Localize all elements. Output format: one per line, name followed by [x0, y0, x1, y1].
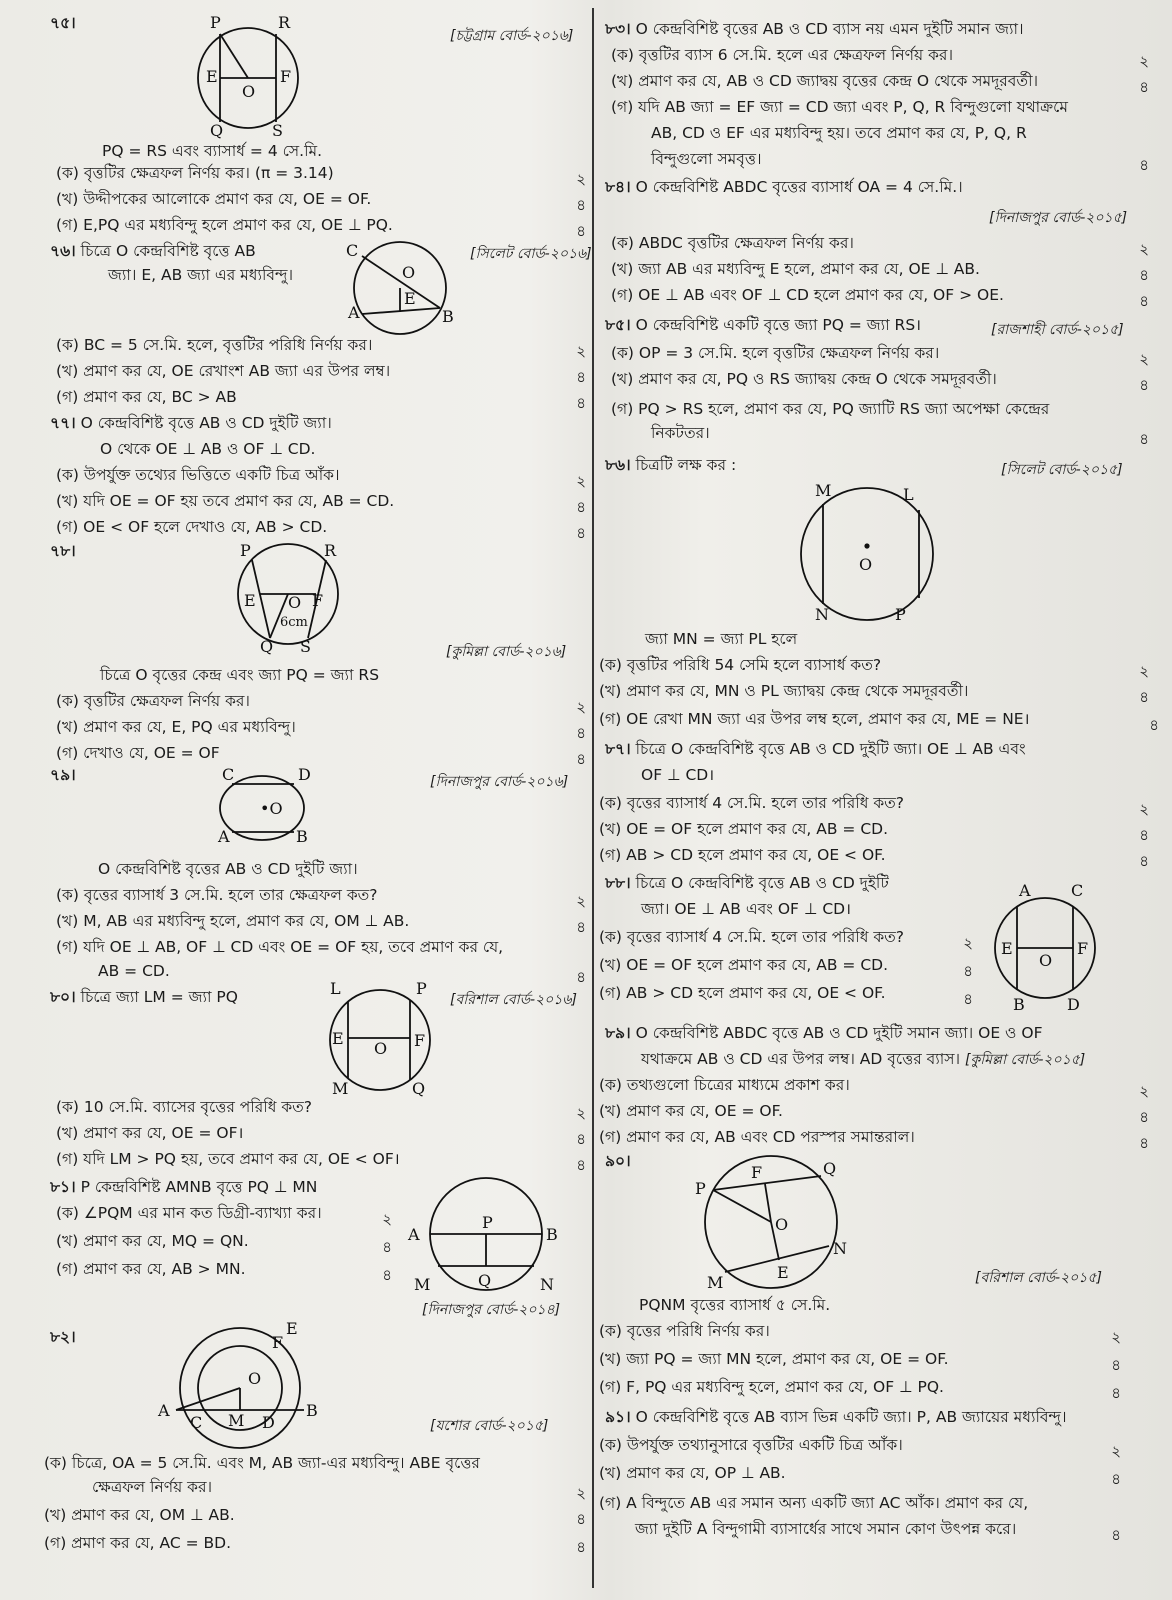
mark: ৪	[1139, 1134, 1149, 1152]
mark: ৪	[576, 724, 586, 742]
mark: ২	[382, 1210, 392, 1228]
label-C: C	[222, 765, 235, 784]
part-ga: (গ) যদি OE ⊥ AB, OF ⊥ CD এবং OE = OF হয়, তবে প্রমাণ কর যে,	[56, 938, 504, 956]
stem-line: চিত্রে জ্যা LM = জ্যা PQ	[80, 988, 238, 1006]
question-number: ৮৯।	[605, 1024, 631, 1042]
board-source: [কুমিল্লা বোর্ড-২০১৬]	[446, 644, 567, 660]
label-C: C	[1071, 881, 1084, 900]
stem-line: O কেন্দ্রবিশিষ্ট বৃত্তে AB ব্যাস ভিন্ন একটি জ্যা। P, AB জ্যায়ের মধ্যবিন্দু।	[635, 1408, 1067, 1426]
label-Q: Q	[478, 1271, 492, 1290]
board-source: [রাজশাহী বোর্ড-২০১৫]	[991, 322, 1124, 338]
part-ga: (গ) PQ > RS হলে, প্রমাণ কর যে, PQ জ্যাটি RS জ্যা অপেক্ষা কেন্দ্রের	[611, 400, 1050, 418]
label-D: D	[1067, 995, 1080, 1014]
figure-q81	[408, 1178, 558, 1294]
board-source: [সিলেট বোর্ড-২০১৫]	[1001, 462, 1123, 478]
question-stem	[605, 738, 1026, 760]
mark: ৪	[576, 1156, 586, 1174]
part-ga: (গ) AB > CD হলে প্রমাণ কর যে, OE < OF.	[599, 984, 886, 1002]
label-F: F	[751, 1163, 763, 1182]
stem-line	[641, 1048, 1085, 1071]
board-source: [চট্টগ্রাম বোর্ড-২০১৬]	[450, 28, 574, 44]
label-O: O	[288, 593, 302, 612]
label-B: B	[442, 307, 454, 326]
label-E: E	[286, 1319, 298, 1338]
part-ka: (ক) 10 সে.মি. ব্যাসের বৃত্তের পরিধি কত?	[56, 1098, 313, 1116]
mark: ২	[1111, 1328, 1121, 1346]
stem-line: P কেন্দ্রবিশিষ্ট AMNB বৃত্তে PQ ⊥ MN	[80, 1178, 318, 1196]
stem-line: OF ⊥ CD।	[641, 766, 715, 784]
label-N: N	[833, 1239, 847, 1258]
question-number: ৯১।	[605, 1408, 631, 1426]
mark: ২	[1139, 240, 1149, 258]
label-C: C	[346, 241, 359, 260]
figure-q90	[695, 1159, 847, 1292]
question-stem	[50, 240, 256, 262]
part-ga: (গ) দেখাও যে, OE = OF	[56, 744, 220, 762]
mark: ২	[576, 342, 586, 360]
mark: ৪	[1139, 292, 1149, 310]
part-ga: (গ) OE < OF হলে দেখাও যে, AB > CD.	[56, 518, 328, 536]
part-ga-cont: নিকটতর।	[651, 424, 710, 442]
mark: ৪	[382, 1238, 392, 1256]
question-number: ৮৪।	[605, 178, 631, 196]
board-source: [বরিশাল বোর্ড-২০১৫]	[975, 1270, 1102, 1286]
part-ga: (গ) E,PQ এর মধ্যবিন্দু হলে প্রমাণ কর যে, OE ⊥ PQ.	[56, 216, 393, 234]
label-O: O	[242, 82, 256, 101]
part-ka: (ক) বৃত্তটির ব্যাস 6 সে.মি. হলে এর ক্ষেত্রফল নির্ণয় কর।	[611, 46, 953, 64]
part-kha: (খ) যদি OE = OF হয় তবে প্রমাণ কর যে, AB = CD.	[56, 492, 395, 510]
label-D: D	[298, 765, 311, 784]
stem-line: চিত্রে O কেন্দ্রবিশিষ্ট বৃত্তে AB ও CD দুইটি	[635, 874, 889, 892]
part-ka: (ক) বৃত্তের ব্যাসার্ধ 3 সে.মি. হলে তার ক্ষেত্রফল কত?	[56, 886, 378, 904]
mark: ২	[1111, 1442, 1121, 1460]
given: চিত্রে O বৃত্তের কেন্দ্র এবং জ্যা PQ = জ্যা RS	[100, 666, 380, 684]
label-L: L	[330, 979, 341, 998]
part-ga: (গ) A বিন্দুতে AB এর সমান অন্য একটি জ্যা AC আঁক। প্রমাণ কর যে,	[599, 1494, 1029, 1512]
label-E: E	[1001, 939, 1013, 958]
label-Q: Q	[823, 1159, 837, 1178]
label-S: S	[300, 637, 311, 656]
label-C: C	[190, 1413, 203, 1432]
mark: ৪	[1149, 716, 1159, 734]
label-F: F	[414, 1031, 426, 1050]
mark: ৪	[576, 918, 586, 936]
label-L: L	[903, 485, 914, 504]
part-ka: (ক) বৃত্তের ব্যাসার্ধ 4 সে.মি. হলে তার পরিধি কত?	[599, 794, 905, 812]
part-ka: (ক) তথ্যগুলো চিত্রের মাধ্যমে প্রকাশ কর।	[599, 1076, 850, 1094]
question-number: ৮২।	[50, 1328, 76, 1346]
mark: ২	[1139, 1082, 1149, 1100]
label-M: M	[228, 1411, 245, 1430]
stem-line-2: যথাক্রমে AB ও CD এর উপর লম্ব। AD বৃত্তের ব্যাস।	[641, 1050, 961, 1068]
board-source: [যশোর বোর্ড-২০১৫]	[430, 1418, 549, 1434]
part-ga-cont: AB, CD ও EF এর মধ্যবিন্দু হয়। তবে প্রমাণ কর যে, P, Q, R	[651, 124, 1027, 142]
column-divider	[592, 8, 594, 1588]
part-ka-cont: ক্ষেত্রফল নির্ণয় কর।	[92, 1478, 213, 1496]
label-E: E	[244, 591, 256, 610]
part-kha: (খ) উদ্দীপকের আলোকে প্রমাণ কর যে, OE = OF.	[56, 190, 372, 208]
mark: ২	[1139, 52, 1149, 70]
question-number: ৮৬।	[605, 456, 631, 474]
board-source: [কুমিল্লা বোর্ড-২০১৫]	[965, 1052, 1086, 1068]
question-number: ৮০।	[50, 988, 76, 1006]
mark: ২	[576, 1104, 586, 1122]
stem-line: জ্যা। E, AB জ্যা এর মধ্যবিন্দু।	[108, 266, 293, 284]
figure-q88	[991, 881, 1099, 1014]
part-ka: (ক) ∠PQM এর মান কত ডিগ্রী-ব্যাখ্যা কর।	[56, 1204, 322, 1222]
part-ga-cont: বিন্দুগুলো সমবৃত্ত।	[651, 150, 762, 168]
label-S: S	[272, 121, 283, 140]
label-B: B	[546, 1225, 558, 1244]
mark: ৪	[576, 1130, 586, 1148]
stem-line: O থেকে OE ⊥ AB ও OF ⊥ CD.	[100, 440, 316, 458]
figure-q80	[326, 979, 436, 1098]
mark: ৪	[576, 394, 586, 412]
board-source: [বরিশাল বোর্ড-২০১৬]	[450, 992, 577, 1008]
stem-line: O কেন্দ্রবিশিষ্ট ABDC বৃত্তে AB ও CD দুইটি সমান জ্যা। OE ও OF	[635, 1024, 1043, 1042]
label-E: E	[777, 1263, 789, 1282]
mark: ২	[1139, 662, 1149, 680]
mark: ৪	[576, 498, 586, 516]
question-number: ৭৮।	[50, 542, 76, 560]
mark: ২	[576, 1484, 586, 1502]
question-number: ৭৯।	[50, 766, 76, 784]
mark: ২	[576, 170, 586, 188]
mark: ৪	[1139, 826, 1149, 844]
question-number: ৮৫।	[605, 316, 631, 334]
question-number: ৮৭।	[605, 740, 631, 758]
stem-line: O কেন্দ্রবিশিষ্ট ABDC বৃত্তের ব্যাসার্ধ OA = 4 সে.মি.।	[635, 178, 963, 196]
mark: ৪	[576, 1538, 586, 1556]
mark: ৪	[382, 1266, 392, 1284]
mark: ৪	[1139, 852, 1149, 870]
label-B: B	[306, 1401, 318, 1420]
label-M: M	[332, 1079, 349, 1098]
given: PQNM বৃত্তের ব্যাসার্ধ ৫ সে.মি.	[639, 1296, 831, 1314]
mark: ৪	[963, 962, 973, 980]
part-ga: (গ) OE রেখা MN জ্যা এর উপর লম্ব হলে, প্রমাণ কর যে, ME = NE।	[599, 710, 1030, 728]
part-ga: (গ) প্রমাণ কর যে, AB এবং CD পরস্পর সমান্তরাল।	[599, 1128, 915, 1146]
mark: ৪	[1111, 1384, 1121, 1402]
question-number: ৯০।	[605, 1152, 631, 1170]
part-ka: (ক) উপর্যুক্ত তথ্যানুসারে বৃত্তটির একটি চিত্র আঁক।	[599, 1436, 903, 1454]
part-kha: (খ) M, AB এর মধ্যবিন্দু হলে, প্রমাণ কর যে, OM ⊥ AB.	[56, 912, 410, 930]
part-ka: (ক) ABDC বৃত্তটির ক্ষেত্রফল নির্ণয় কর।	[611, 234, 854, 252]
part-kha: (খ) প্রমাণ কর যে, OP ⊥ AB.	[599, 1464, 786, 1482]
question-number: ৭৫।	[50, 14, 76, 32]
figure-q78	[230, 541, 350, 656]
part-ka: (ক) বৃত্তের পরিধি নির্ণয় কর।	[599, 1322, 770, 1340]
question-stem	[605, 1022, 1043, 1044]
label-E: E	[206, 67, 218, 86]
label-R: R	[324, 541, 337, 560]
label-R: R	[278, 13, 291, 32]
stem-line: জ্যা। OE ⊥ AB এবং OF ⊥ CD।	[641, 900, 851, 918]
label-P: P	[695, 1179, 706, 1198]
part-ga: (গ) F, PQ এর মধ্যবিন্দু হলে, প্রমাণ কর যে, OF ⊥ PQ.	[599, 1378, 944, 1396]
label-E: E	[404, 289, 416, 308]
mark: ২	[1139, 350, 1149, 368]
question-number: ৭৭।	[50, 414, 76, 432]
part-kha: (খ) জ্যা AB এর মধ্যবিন্দু E হলে, প্রমাণ কর যে, OE ⊥ AB.	[611, 260, 980, 278]
label-F: F	[1077, 939, 1089, 958]
mark: ৪	[1139, 1108, 1149, 1126]
part-kha: (খ) প্রমাণ কর যে, OE = OF।	[56, 1124, 244, 1142]
part-ka: (ক) বৃত্তটির ক্ষেত্রফল নির্ণয় কর।	[56, 692, 250, 710]
mark: ৪	[1139, 430, 1149, 448]
mark: ৪	[576, 196, 586, 214]
mark: ৪	[1139, 156, 1149, 174]
label-P: P	[210, 13, 221, 32]
part-ga: (গ) প্রমাণ কর যে, AB > MN.	[56, 1260, 246, 1278]
part-ka: (ক) OP = 3 সে.মি. হলে বৃত্তটির ক্ষেত্রফল নির্ণয় কর।	[611, 344, 940, 362]
label-O: O	[248, 1369, 262, 1388]
question-stem	[605, 872, 889, 894]
part-kha: (খ) প্রমাণ কর যে, MN ও PL জ্যাদ্বয় কেন্দ্র থেকে সমদূরবর্তী।	[599, 682, 969, 700]
part-ka: (ক) উপর্যুক্ত তথ্যের ভিত্তিতে একটি চিত্র আঁক।	[56, 466, 340, 484]
question-stem	[605, 454, 736, 476]
label-N: N	[540, 1275, 554, 1294]
part-ga-cont: AB = CD.	[98, 962, 170, 980]
label-M: M	[815, 481, 832, 500]
mark: ৪	[1139, 266, 1149, 284]
mark: ৪	[963, 990, 973, 1008]
label-O: O	[402, 263, 416, 282]
board-source: [দিনাজপুর বোর্ড-২০১৫]	[989, 210, 1128, 226]
label-P: P	[895, 605, 906, 624]
mark: ৪	[1111, 1356, 1121, 1374]
part-kha: (খ) প্রমাণ কর যে, MQ = QN.	[56, 1232, 249, 1250]
part-ka: (ক) BC = 5 সে.মি. হলে, বৃত্তটির পরিধি নির্ণয় কর।	[56, 336, 373, 354]
mark: ৪	[576, 524, 586, 542]
label-F: F	[272, 1333, 284, 1352]
label-Q: Q	[260, 637, 274, 656]
stem-line: O কেন্দ্রবিশিষ্ট একটি বৃত্তে জ্যা PQ = জ্যা RS।	[635, 316, 922, 334]
mark: ৪	[1111, 1470, 1121, 1488]
mark: ৪	[576, 368, 586, 386]
label-E: E	[332, 1029, 344, 1048]
mark: ২	[576, 892, 586, 910]
question-stem	[50, 1176, 317, 1198]
part-kha: (খ) প্রমাণ কর যে, E, PQ এর মধ্যবিন্দু।	[56, 718, 296, 736]
label-B: B	[1013, 995, 1025, 1014]
part-ga: (গ) প্রমাণ কর যে, AC = BD.	[44, 1534, 232, 1552]
board-source: [দিনাজপুর বোর্ড-২০১৬]	[430, 774, 569, 790]
mark: ৪	[1139, 376, 1149, 394]
part-ga: (গ) যদি LM > PQ হয়, তবে প্রমাণ কর যে, OE < OF।	[56, 1150, 400, 1168]
part-ga: (গ) প্রমাণ কর যে, BC > AB	[56, 388, 237, 406]
mark: ৪	[576, 968, 586, 986]
part-kha: (খ) প্রমাণ কর যে, OE = OF.	[599, 1102, 783, 1120]
stem-line: চিত্রে O কেন্দ্রবিশিষ্ট বৃত্তে AB	[80, 242, 256, 260]
part-kha: (খ) OE = OF হলে প্রমাণ কর যে, AB = CD.	[599, 820, 889, 838]
part-ga: (গ) OE ⊥ AB এবং OF ⊥ CD হলে প্রমাণ কর যে, OF > OE.	[611, 286, 1004, 304]
label-Q: Q	[412, 1079, 426, 1098]
label-A: A	[158, 1401, 170, 1420]
figure-q75	[198, 13, 308, 140]
question-stem	[605, 18, 1024, 40]
mark: ২	[963, 934, 973, 952]
label-A: A	[218, 827, 230, 846]
question-stem	[50, 986, 238, 1008]
part-ga: (গ) AB > CD হলে প্রমাণ কর যে, OE < OF.	[599, 846, 886, 864]
figure-q76	[346, 241, 454, 328]
question-stem	[50, 412, 332, 434]
given: জ্যা MN = জ্যা PL হলে	[645, 630, 798, 648]
mark: ২	[576, 698, 586, 716]
question-number: ৮৩।	[605, 20, 631, 38]
part-ga-cont: জ্যা দুইটি A বিন্দুগামী ব্যাসার্ধের সাথে সমান কোণ উৎপন্ন করে।	[635, 1520, 1017, 1538]
question-number: ৭৬।	[50, 242, 76, 260]
part-kha: (খ) প্রমাণ কর যে, OM ⊥ AB.	[44, 1506, 235, 1524]
mark: ২	[576, 472, 586, 490]
part-ka: (ক) বৃত্তটির ক্ষেত্রফল নির্ণয় কর। (π = 3.14)	[56, 164, 334, 182]
question-number: ৮৮।	[605, 874, 631, 892]
question-stem	[605, 176, 963, 198]
label-P: P	[482, 1213, 493, 1232]
part-ka: (ক) বৃত্তের ব্যাসার্ধ 4 সে.মি. হলে তার পরিধি কত?	[599, 928, 905, 946]
label-P: P	[240, 541, 251, 560]
mark: ৪	[576, 1510, 586, 1528]
question-stem	[605, 314, 921, 336]
figure-q82	[158, 1319, 318, 1436]
label-O: •O	[260, 799, 283, 818]
part-ka: (ক) বৃত্তটির পরিধি 54 সেমি হলে ব্যাসার্ধ কত?	[599, 656, 882, 674]
stem-line: O কেন্দ্রবিশিষ্ট বৃত্তের AB ও CD ব্যাস নয় এমন দুইটি সমান জ্যা।	[635, 20, 1024, 38]
label-F: F	[312, 591, 324, 610]
stem-line: চিত্রে O কেন্দ্রবিশিষ্ট বৃত্তে AB ও CD দুইটি জ্যা। OE ⊥ AB এবং	[635, 740, 1026, 758]
label-O: O	[374, 1039, 388, 1058]
label-Q: Q	[210, 121, 224, 140]
label-B: B	[296, 827, 308, 846]
given: O কেন্দ্রবিশিষ্ট বৃত্তের AB ও CD দুইটি জ্যা।	[98, 860, 358, 878]
board-source: [দিনাজপুর বোর্ড-২০১৪]	[422, 1302, 561, 1318]
label-F: F	[280, 67, 292, 86]
label-O: O	[775, 1215, 789, 1234]
figure-q79	[216, 765, 316, 846]
mark: ৪	[1139, 78, 1149, 96]
part-kha: (খ) জ্যা PQ = জ্যা MN হলে, প্রমাণ কর যে, OE = OF.	[599, 1350, 949, 1368]
mark: ৪	[576, 750, 586, 768]
part-ga: (গ) যদি AB জ্যা = EF জ্যা = CD জ্যা এবং P, Q, R বিন্দুগুলো যথাক্রমে	[611, 98, 1068, 116]
mark: ৪	[1139, 688, 1149, 706]
question-number: ৮১।	[50, 1178, 76, 1196]
part-kha: (খ) প্রমাণ কর যে, OE রেখাংশ AB জ্যা এর উপর লম্ব।	[56, 362, 391, 380]
label-M: M	[707, 1273, 724, 1292]
label-6cm: 6cm	[280, 615, 308, 630]
part-kha: (খ) প্রমাণ কর যে, AB ও CD জ্যাদ্বয় বৃত্তের কেন্দ্র O থেকে সমদূরবর্তী।	[611, 72, 1039, 90]
mark: ২	[1139, 800, 1149, 818]
mark: ৪	[1111, 1526, 1121, 1544]
given: PQ = RS এবং ব্যাসার্ধ = 4 সে.মি.	[102, 142, 323, 160]
board-source: [সিলেট বোর্ড-২০১৬]	[470, 246, 592, 262]
label-N: N	[815, 605, 829, 624]
mark: ৪	[576, 222, 586, 240]
stem-line: চিত্রটি লক্ষ কর :	[635, 456, 737, 474]
label-A: A	[1019, 881, 1031, 900]
part-kha: (খ) OE = OF হলে প্রমাণ কর যে, AB = CD.	[599, 956, 889, 974]
part-ka: (ক) চিত্রে, OA = 5 সে.মি. এবং M, AB জ্যা-এর মধ্যবিন্দু। ABE বৃত্তের	[44, 1454, 480, 1472]
label-A: A	[348, 303, 360, 322]
label-O: O	[1039, 951, 1053, 970]
label-D: D	[262, 1413, 275, 1432]
stem-line: O কেন্দ্রবিশিষ্ট বৃত্তে AB ও CD দুইটি জ্যা।	[80, 414, 332, 432]
label-P: P	[416, 979, 427, 998]
figure-q86	[801, 481, 941, 624]
part-kha: (খ) প্রমাণ কর যে, PQ ও RS জ্যাদ্বয় কেন্দ্র O থেকে সমদূরবর্তী।	[611, 370, 997, 388]
label-M: M	[414, 1275, 431, 1294]
label-A: A	[408, 1225, 420, 1244]
label-O: O	[859, 555, 873, 574]
question-stem	[605, 1406, 1067, 1428]
